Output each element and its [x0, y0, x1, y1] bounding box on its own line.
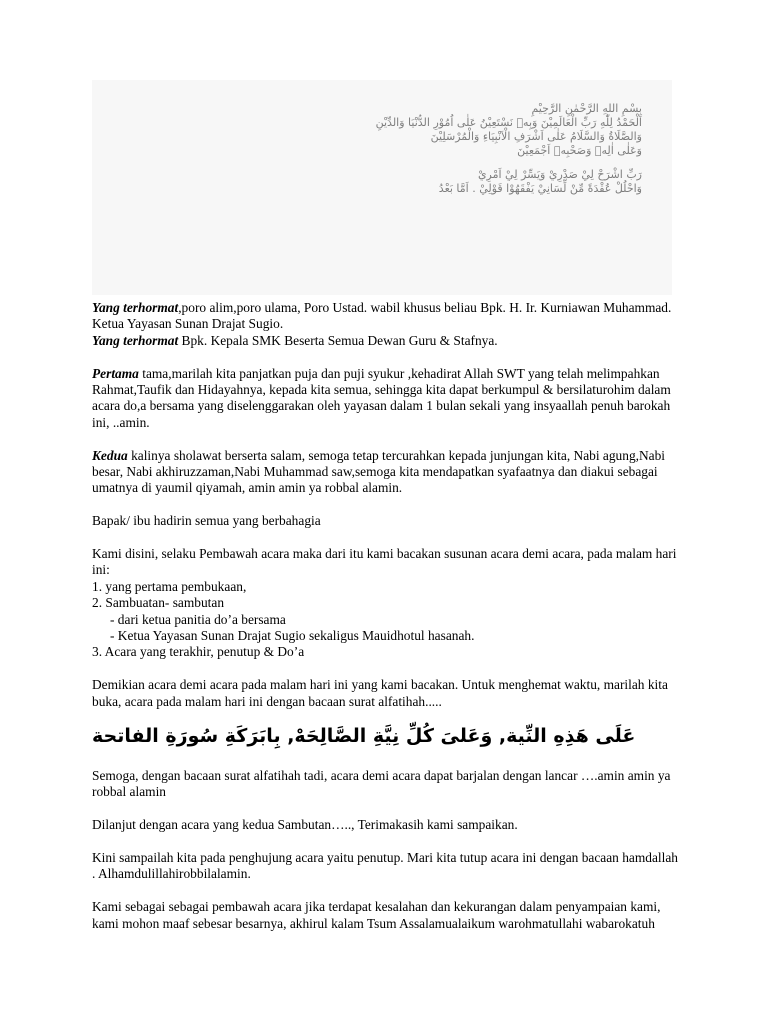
arabic-opening-text	[172, 100, 642, 260]
arabic-opening-image	[92, 80, 672, 295]
scan-line: وَاحْلُلْ عُقْدَةً مِّنْ لِّسَانِيْ يَفْقَهُوْا قَوْلِيْ . اَمَّا بَعْدُ	[438, 182, 642, 195]
scan-line: بِسْمِ اللهِ الرَّحْمٰنِ الرَّحِيْمِ	[531, 102, 642, 115]
second-text: kalinya sholawat berserta salam, semoga tetap tercurahkan kepada junjungan kita, Nabi agung,Nabi besar, Nabi akhiruzzaman,Nabi Muhammad saw,semoga kita mendapatkan syafaatnya dan diakui sebagai umatnya di yaumil qiyamah, amin amin ya robbal alamin.	[92, 447, 666, 496]
greeting-paragraph: Bapak/ ibu hadirin semua yang berbahagia	[92, 513, 321, 529]
salutation-lead-2: Yang terhormat	[92, 332, 179, 348]
agenda-item: 3. Acara yang terakhir, penutup & Do’a	[92, 644, 305, 660]
salutation-lead: Yang terhormat	[92, 300, 179, 315]
apology-paragraph: Kami sebagai sebagai pembawah acara jika terdapat kesalahan dan kekurangan dalam penyampaian kami, kami mohon maaf sebesar besarnya, akhirul kalam Tsum Assalamualaikum warohmatullahi wabarokatuh	[92, 899, 661, 931]
agenda-subitem: - Ketua Yayasan Sunan Drajat Sugio sekaligus Mauidhotul hasanah.	[110, 628, 475, 644]
scan-line: وَالصَّلَاةُ وَالسَّلَامُ عَلٰى اَشْرَفِ الْاَنْبِيَاءِ وَالْمُرْسَلِيْنَ	[430, 130, 642, 143]
hope-paragraph: Semoga, dengan bacaan surat alfatihah tadi, acara demi acara dapat barjalan dengan lancar ….amin amin ya robbal alamin	[92, 768, 671, 800]
second-lead: Kedua	[92, 447, 128, 463]
agenda-subitem: - dari ketua panitia do’a bersama	[110, 611, 286, 627]
scan-line: اَلْحَمْدُ لِلّٰهِ رَبِّ الْعَالَمِيْنَ وَبِهٖ نَسْتَعِيْنُ عَلٰى اُمُوْرِ الدُّنْيَا وَالدِّيْنِ	[375, 116, 642, 129]
closing-paragraph: Kini sampailah kita pada penghujung acara yaitu penutup. Mari kita tutup acara ini dengan bacaan hamdallah . Alhamdulillahirobbilalamin.	[92, 850, 678, 882]
arabic-prayer-line: عَلَى هَذِهِ النِّية, وَعَلىَ كُلِّ نِيَّةِ الصَّالِحَهْ, بِابَرَكَةِ سُورَةِ الفاتحة	[92, 725, 636, 748]
second-paragraph	[92, 448, 682, 497]
first-text: tama,marilah kita panjatkan puja dan puji syukur ,kehadirat Allah SWT yang telah melimpahkan Rahmat,Taufik dan Hidayahnya, kepada kita semua, sehingga kita dapat berkumpul & bersilaturohim dalam acara do,a bersama yang diselenggarakan oleh yayasan dalam 1 bulan sekali yang insyaallah penuh barokah ini, ..amin.	[92, 365, 671, 430]
agenda-paragraph	[92, 546, 682, 661]
first-lead: Pertama	[92, 365, 139, 381]
agenda-intro: Kami disini, selaku Pembawah acara maka dari itu kami bacakan susunan acara demi acara, pada malam hari ini:	[92, 546, 677, 578]
salutation-paragraph	[92, 300, 682, 349]
document-body	[92, 300, 682, 948]
scan-line: وَعَلٰى اٰلِهٖ وَصَحْبِهٖ اَجْمَعِيْنَ	[517, 144, 642, 157]
salutation-text-2: Bpk. Kepala SMK Beserta Semua Dewan Guru & Stafnya.	[178, 332, 498, 348]
first-paragraph	[92, 366, 682, 432]
scan-line: رَبِّ اشْرَحْ لِيْ صَدْرِيْ وَيَسِّرْ لِيْ اَمْرِيْ	[477, 168, 642, 181]
opening-paragraph: Demikian acara demi acara pada malam hari ini yang kami bacakan. Untuk menghemat waktu, marilah kita buka, acara pada malam hari ini dengan bacaan surat alfatihah.....	[92, 677, 668, 709]
agenda-item: 1. yang pertama pembukaan,	[92, 578, 247, 594]
salutation-text: ,poro alim,poro ulama, Poro Ustad. wabil khusus beliau Bpk. H. Ir. Kurniawan Muhammad. Ketua Yayasan Sunan Drajat Sugio.	[92, 300, 672, 332]
agenda-item: 2. Sambuatan- sambutan	[92, 595, 225, 611]
continuation-paragraph: Dilanjut dengan acara yang kedua Sambutan….., Terimakasih kami sampaikan.	[92, 817, 518, 833]
